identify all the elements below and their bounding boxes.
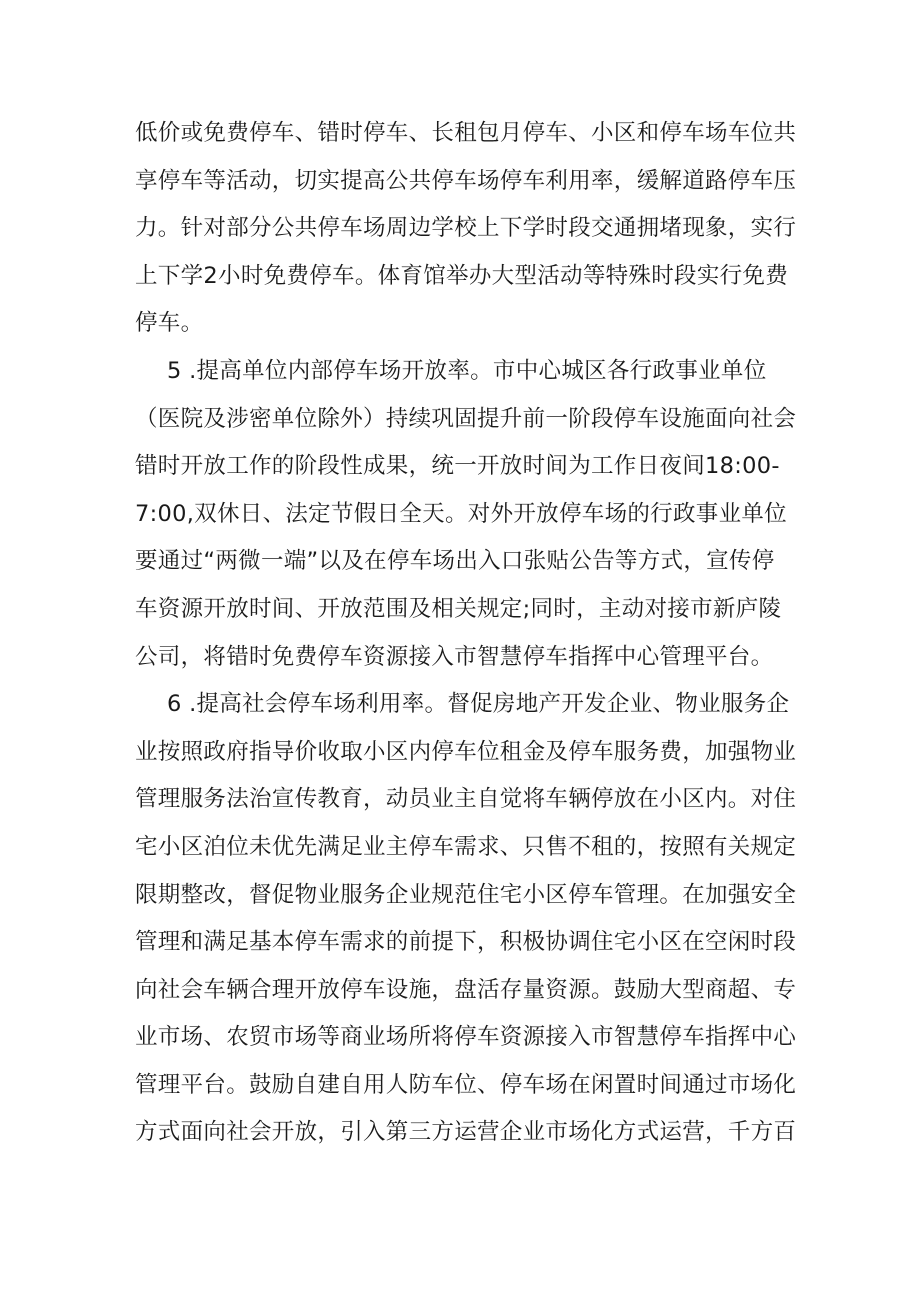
text-line: 管理平台。鼓励自建自用人防车位、停车场在闲置时间通过市场化 — [135, 1071, 797, 1098]
text-line: 享停车等活动，切实提高公共停车场停车利用率，缓解道路停车压 — [135, 167, 797, 194]
text-line: 向社会车辆合理开放停车设施，盘活存量资源。鼓励大型商超、专 — [135, 976, 797, 1003]
text-line: 要通过“两微一端”以及在停车场出入口张贴公告等方式，宣传停 — [135, 548, 775, 575]
text-line: 限期整改，督促物业服务企业规范住宅小区停车管理。在加强安全 — [135, 881, 797, 908]
paragraph-6-heading-line: 6 .提高社会停车场利用率。督促房地产开发企业、物业服务企 — [167, 691, 790, 718]
text-line: 车资源开放时间、开放范围及相关规定;同时，主动对接市新庐陵 — [135, 595, 782, 622]
text-line: 公司，将错时免费停车资源接入市智慧停车指挥中心管理平台。 — [135, 643, 774, 670]
text-line: 管理和满足基本停车需求的前提下，积极协调住宅小区在空闲时段 — [135, 929, 797, 956]
text-line: 业市场、农贸市场等商业场所将停车资源接入市智慧停车指挥中心 — [135, 1024, 797, 1051]
text-line: 7:00,双休日、法定节假日全天。对外开放停车场的行政事业单位 — [135, 500, 787, 527]
text-line: 管理服务法治宣传教育，动员业主自觉将车辆停放在小区内。对住 — [135, 786, 797, 813]
text-line: 停车。 — [135, 310, 204, 337]
text-line: 上下学2小时免费停车。体育馆举办大型活动等特殊时段实行免费 — [135, 262, 789, 289]
text-line: 低价或免费停车、错时停车、长租包月停车、小区和停车场车位共 — [135, 120, 797, 146]
text-line: （医院及涉密单位除外）持续巩固提升前一阶段停车设施面向社会 — [135, 405, 797, 432]
text-line: 错时开放工作的阶段性成果，统一开放时间为工作日夜间18:00- — [135, 453, 780, 480]
body-text — [135, 110, 795, 1157]
paragraph-5-heading-line: 5 .提高单位内部停车场开放率。市中心城区各行政事业单位 — [167, 357, 767, 384]
text-line: 方式面向社会开放，引入第三方运营企业市场化方式运营，千方百 — [135, 1119, 797, 1146]
text-line: 业按照政府指导价收取小区内停车位租金及停车服务费，加强物业 — [135, 738, 797, 765]
text-line: 力。针对部分公共停车场周边学校上下学时段交通拥堵现象，实行 — [135, 215, 797, 242]
text-line: 宅小区泊位未优先满足业主停车需求、只售不租的，按照有关规定 — [135, 833, 797, 860]
